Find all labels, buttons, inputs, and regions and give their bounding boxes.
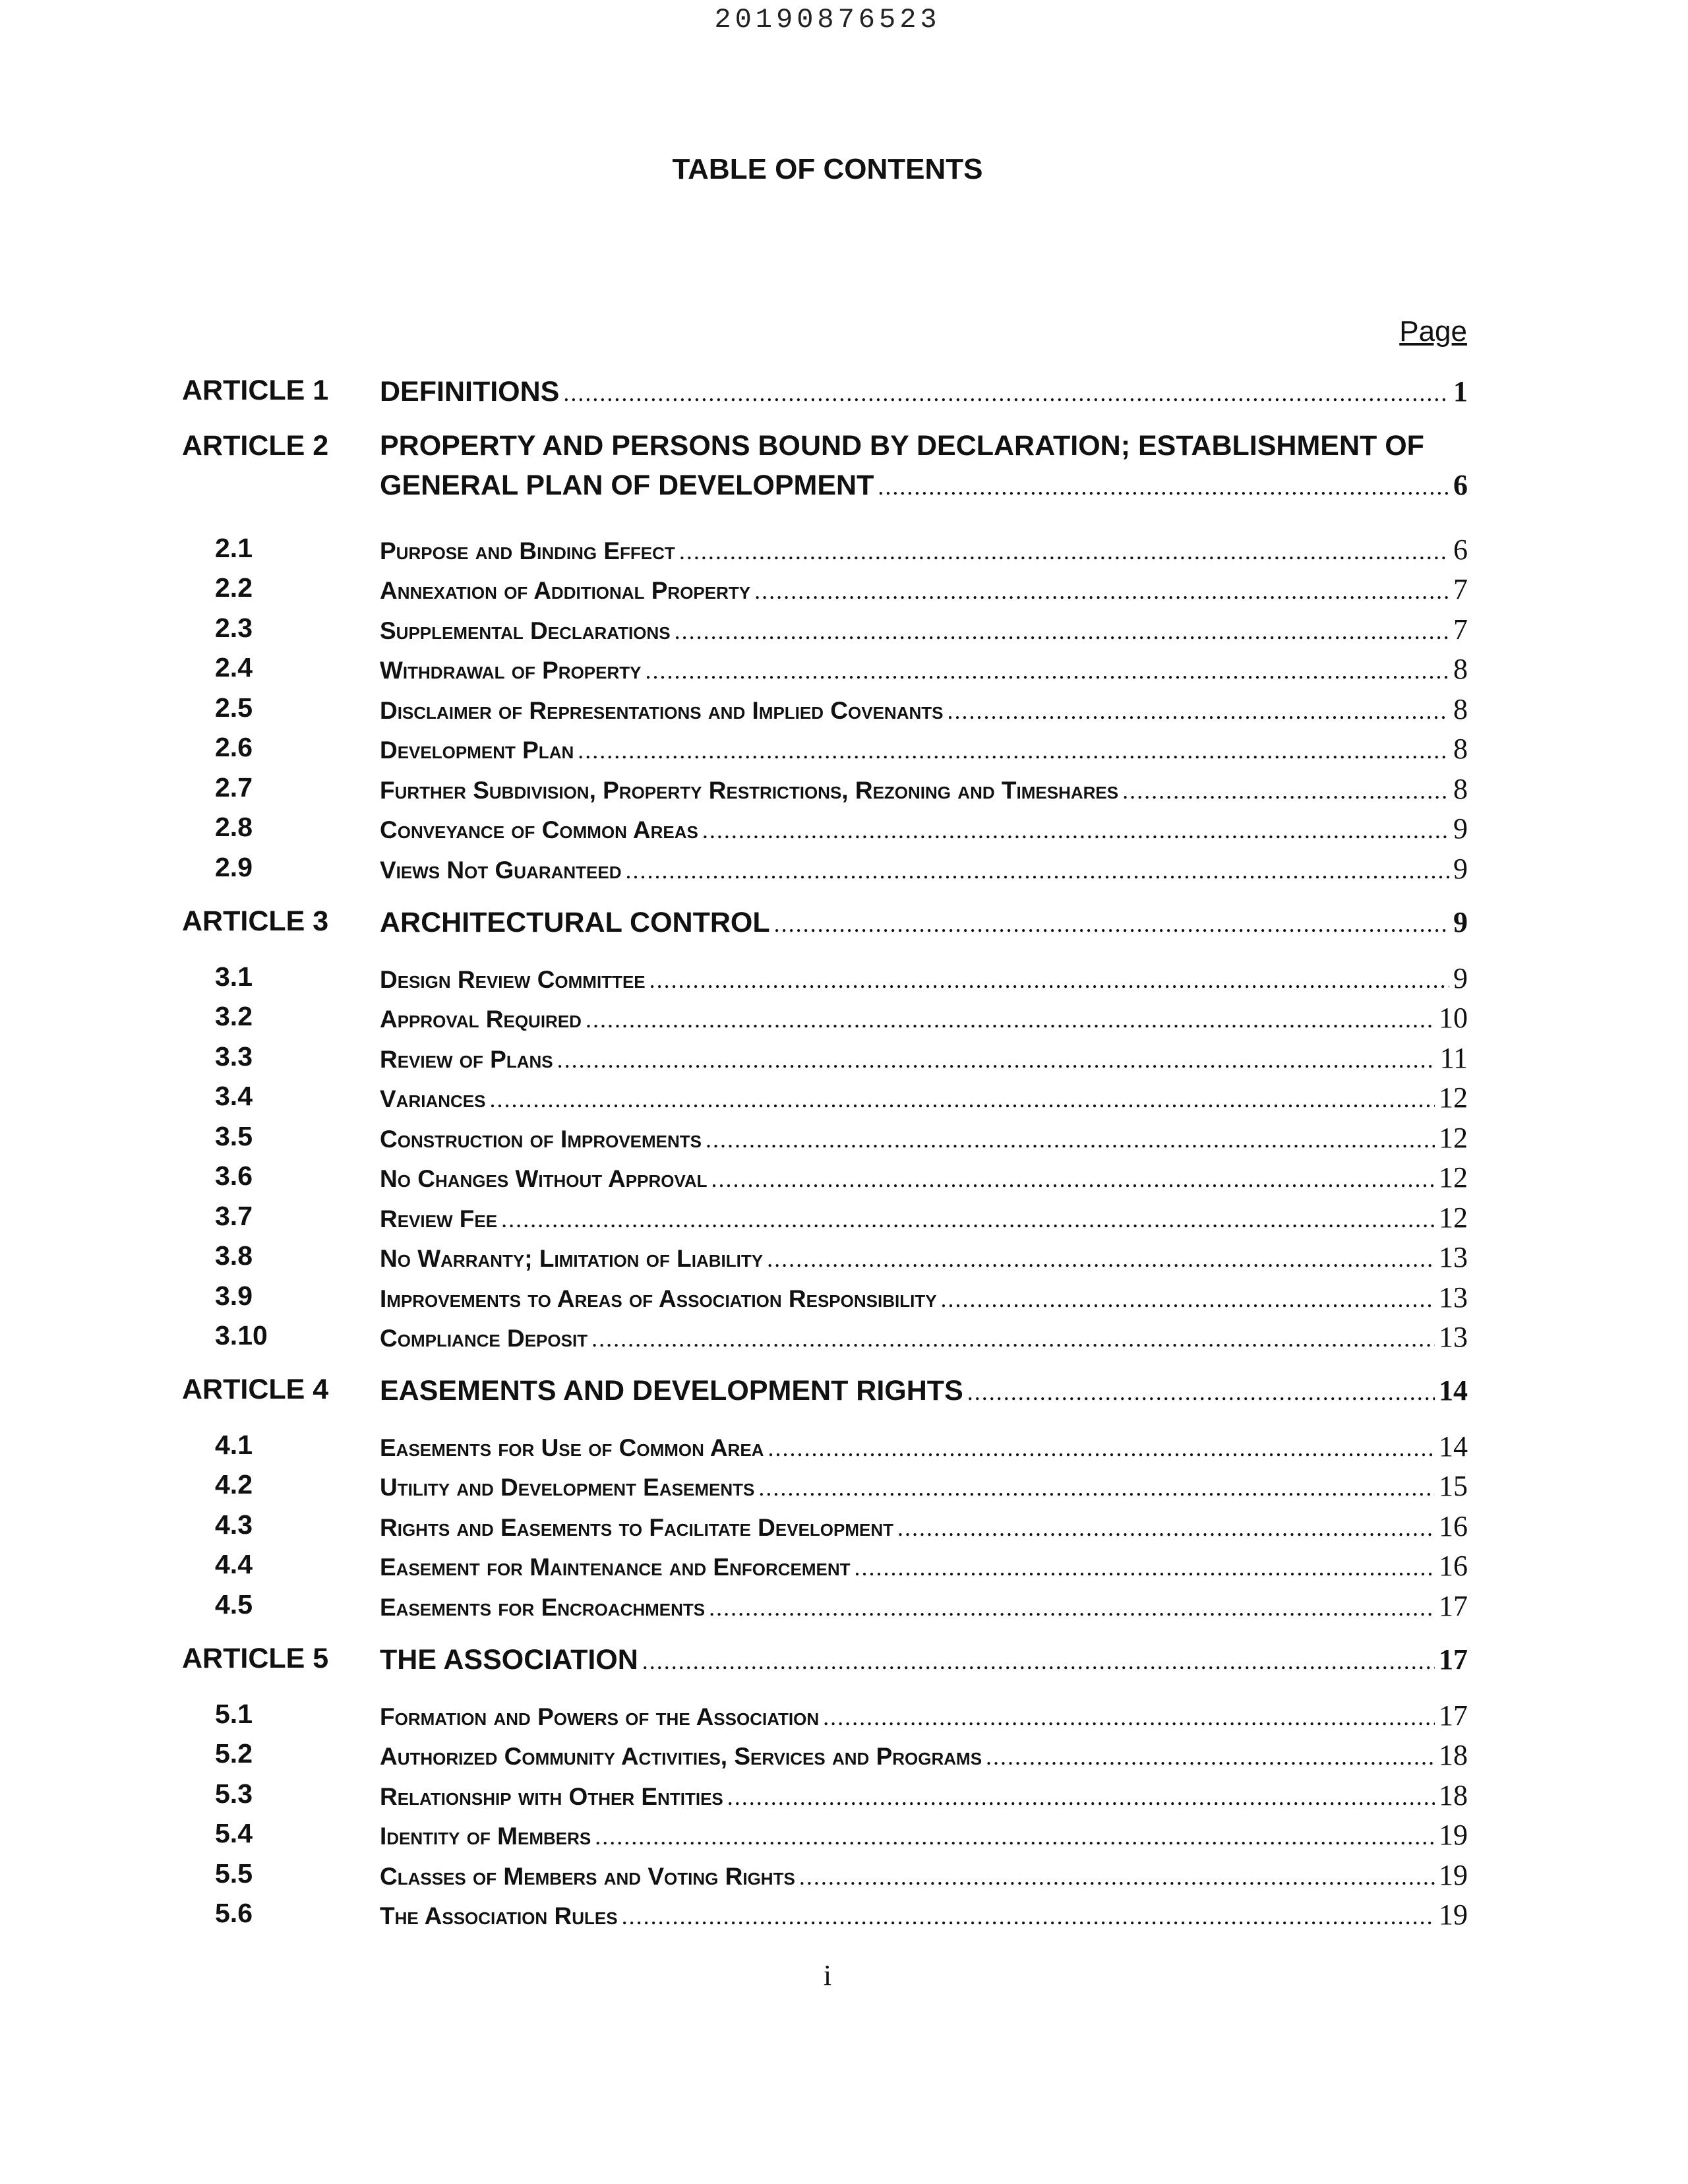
toc-entry-line xyxy=(380,1898,1468,1931)
page-title: TABLE OF CONTENTS xyxy=(672,153,983,185)
toc-entry-title: No Warranty; Limitation of Liability xyxy=(380,1245,764,1272)
toc-entry-page: 1 xyxy=(1453,375,1468,408)
toc-entry-number: 4.3 xyxy=(215,1509,253,1540)
toc-entry-number: 2.4 xyxy=(215,652,253,682)
toc-entry-title: Utility and Development Easements xyxy=(380,1474,755,1501)
toc-entry-line xyxy=(380,692,1468,726)
dot-leader xyxy=(489,1085,1435,1113)
dot-leader xyxy=(591,1325,1435,1352)
toc-entry-number: ARTICLE 4 xyxy=(182,1374,329,1405)
toc-entry-line xyxy=(380,468,1468,502)
toc-entry-number: 3.5 xyxy=(215,1121,253,1151)
toc-entry-title: ARCHITECTURAL CONTROL xyxy=(380,907,770,938)
toc-entry-line xyxy=(380,1121,1468,1155)
toc-entry-title: Approval Required xyxy=(380,1006,582,1033)
toc-entry-title: Withdrawal of Property xyxy=(380,657,642,684)
toc-entry-number: 4.5 xyxy=(215,1589,253,1620)
dot-leader xyxy=(595,1823,1435,1850)
toc-entry-line xyxy=(380,1161,1468,1194)
dot-leader xyxy=(823,1703,1435,1731)
dot-leader xyxy=(709,1594,1435,1622)
dot-leader xyxy=(642,1647,1435,1675)
toc-entry-number: 3.4 xyxy=(215,1081,253,1111)
toc-entry-page: 8 xyxy=(1453,733,1468,765)
toc-entry-line xyxy=(380,375,1468,408)
toc-entry-page: 18 xyxy=(1439,1779,1468,1811)
toc-entry-title: Purpose and Binding Effect xyxy=(380,537,675,564)
toc-entry-page: 11 xyxy=(1439,1042,1468,1074)
toc-entry-title: Construction of Improvements xyxy=(380,1126,702,1153)
toc-entry-number: 2.8 xyxy=(215,812,253,842)
toc-entry-page: 6 xyxy=(1453,533,1468,566)
toc-entry-page: 8 xyxy=(1453,653,1468,685)
document-number: 20190876523 xyxy=(714,4,941,36)
toc-entry-page: 16 xyxy=(1439,1510,1468,1542)
toc-entry-number: 3.9 xyxy=(215,1281,253,1311)
toc-entry-line xyxy=(380,961,1468,995)
dot-leader xyxy=(967,1378,1435,1406)
toc-entry-title: Views Not Guaranteed xyxy=(380,857,622,884)
toc-entry-page: 13 xyxy=(1439,1241,1468,1273)
toc-entry-page: 8 xyxy=(1453,693,1468,725)
toc-entry-title: Review of Plans xyxy=(380,1046,553,1073)
toc-entry-page: 14 xyxy=(1439,1374,1468,1407)
toc-entry-title: Annexation of Additional Property xyxy=(380,577,751,604)
toc-entry-page: 12 xyxy=(1439,1201,1468,1234)
toc-entry-number: 2.3 xyxy=(215,613,253,643)
dot-leader xyxy=(897,1514,1435,1542)
dot-leader xyxy=(768,1434,1435,1462)
dot-leader xyxy=(878,473,1449,501)
toc-entry-page: 12 xyxy=(1439,1122,1468,1154)
toc-entry-title: Compliance Deposit xyxy=(380,1325,588,1352)
toc-entry-page: 9 xyxy=(1453,812,1468,845)
dot-leader xyxy=(563,379,1449,407)
toc-entry-page: 17 xyxy=(1439,1643,1468,1676)
toc-entry-page: 17 xyxy=(1439,1699,1468,1732)
toc-entry-number: 2.5 xyxy=(215,692,253,723)
toc-entry-page: 6 xyxy=(1453,469,1468,501)
toc-entry-number: ARTICLE 1 xyxy=(182,375,329,406)
toc-entry-number: 2.1 xyxy=(215,533,253,563)
dot-leader xyxy=(767,1245,1435,1273)
toc-entry-number: 3.7 xyxy=(215,1201,253,1231)
toc-entry-number: 4.2 xyxy=(215,1469,253,1500)
dot-leader xyxy=(646,657,1450,684)
toc-entry-number: 5.2 xyxy=(215,1738,253,1769)
toc-entry-title: No Changes Without Approval xyxy=(380,1165,708,1192)
toc-entry-title: Development Plan xyxy=(380,737,574,764)
toc-entry-page: 9 xyxy=(1453,962,1468,994)
toc-entry-title: Design Review Committee xyxy=(380,966,646,993)
toc-entry-number: 3.3 xyxy=(215,1041,253,1072)
toc-entry-number: 4.4 xyxy=(215,1549,253,1579)
toc-entry-line xyxy=(380,1699,1468,1732)
toc-entry-page: 19 xyxy=(1439,1859,1468,1891)
toc-entry-line xyxy=(380,1643,1468,1676)
toc-entry-number: ARTICLE 3 xyxy=(182,905,329,937)
toc-entry-number: ARTICLE 2 xyxy=(182,430,329,462)
toc-entry-title: Further Subdivision, Property Restrictions, Rezoning and Timeshares xyxy=(380,777,1119,804)
toc-entry-page: 9 xyxy=(1453,853,1468,885)
toc-entry-title: EASEMENTS AND DEVELOPMENT RIGHTS xyxy=(380,1375,963,1407)
dot-leader xyxy=(1122,777,1449,804)
page-column-header: Page xyxy=(1399,315,1467,348)
dot-leader xyxy=(578,737,1449,764)
toc-entry-line xyxy=(380,1549,1468,1583)
toc-entry-title: Formation and Powers of the Association xyxy=(380,1703,820,1730)
toc-entry-page: 15 xyxy=(1439,1470,1468,1502)
toc-entry-title: THE ASSOCIATION xyxy=(380,1644,638,1676)
dot-leader xyxy=(774,910,1449,938)
dot-leader xyxy=(758,1474,1435,1502)
toc-entry-title-continued: GENERAL PLAN OF DEVELOPMENT xyxy=(380,470,874,501)
dot-leader xyxy=(941,1285,1435,1313)
dot-leader xyxy=(586,1006,1435,1033)
toc-entry-title: Easement for Maintenance and Enforcement xyxy=(380,1554,851,1581)
toc-entry-line xyxy=(380,1858,1468,1892)
toc-entry-title: PROPERTY AND PERSONS BOUND BY DECLARATION; ESTABLISHMENT OF xyxy=(380,430,1424,462)
toc-entry-number: 2.9 xyxy=(215,852,253,882)
toc-entry-title: Review Fee xyxy=(380,1205,498,1232)
toc-entry-title: Authorized Community Activities, Services and Programs xyxy=(380,1743,982,1770)
toc-entry-number: 2.7 xyxy=(215,772,253,803)
toc-entry-number: ARTICLE 5 xyxy=(182,1643,329,1674)
toc-entry-line xyxy=(380,1818,1468,1852)
dot-leader xyxy=(855,1554,1435,1581)
toc-entry-page: 19 xyxy=(1439,1898,1468,1931)
toc-entry-line xyxy=(380,1589,1468,1623)
toc-entry-line xyxy=(380,533,1468,566)
toc-entry-number: 3.2 xyxy=(215,1001,253,1031)
toc-entry-line xyxy=(380,1509,1468,1543)
toc-entry-number: 2.6 xyxy=(215,732,253,762)
toc-entry-page: 7 xyxy=(1453,613,1468,646)
dot-leader xyxy=(947,697,1449,725)
toc-entry-line xyxy=(380,613,1468,646)
toc-entry-line xyxy=(380,1778,1468,1812)
toc-entry-line xyxy=(380,572,1468,606)
toc-entry-line xyxy=(380,1041,1468,1075)
toc-entry-number: 3.6 xyxy=(215,1161,253,1191)
toc-entry-number: 5.6 xyxy=(215,1898,253,1928)
toc-entry-number: 5.3 xyxy=(215,1778,253,1809)
dot-leader xyxy=(986,1743,1435,1771)
toc-entry-page: 7 xyxy=(1453,573,1468,605)
toc-entry-page: 12 xyxy=(1439,1161,1468,1194)
dot-leader xyxy=(557,1046,1436,1074)
toc-entry-line xyxy=(380,1281,1468,1314)
toc-entry-line xyxy=(380,812,1468,845)
toc-entry-page: 9 xyxy=(1453,906,1468,938)
toc-entry-title: Identity of Members xyxy=(380,1823,591,1850)
toc-entry-page: 16 xyxy=(1439,1550,1468,1582)
toc-entry-title: Conveyance of Common Areas xyxy=(380,816,698,843)
toc-entry-line xyxy=(380,1201,1468,1234)
toc-entry-number: 3.1 xyxy=(215,961,253,992)
dot-leader xyxy=(727,1783,1435,1811)
toc-entry-line xyxy=(380,1081,1468,1114)
dot-leader xyxy=(626,857,1449,884)
toc-entry-line xyxy=(380,905,1468,939)
toc-entry-page: 14 xyxy=(1439,1430,1468,1463)
dot-leader xyxy=(702,816,1449,844)
toc-entry-line xyxy=(380,1374,1468,1407)
toc-entry-title: Classes of Members and Voting Rights xyxy=(380,1863,795,1890)
toc-entry-line xyxy=(380,772,1468,806)
toc-entry-line xyxy=(380,1430,1468,1463)
toc-entry-page: 19 xyxy=(1439,1819,1468,1851)
toc-entry-title: Variances xyxy=(380,1085,486,1112)
toc-entry-line xyxy=(380,852,1468,886)
toc-entry-number: 5.5 xyxy=(215,1858,253,1889)
toc-entry-title: Easements for Encroachments xyxy=(380,1594,706,1621)
toc-entry-number: 5.4 xyxy=(215,1818,253,1848)
dot-leader xyxy=(799,1863,1435,1891)
toc-entry-page: 17 xyxy=(1439,1590,1468,1622)
toc-entry-line xyxy=(380,1469,1468,1503)
toc-entry-number: 2.2 xyxy=(215,572,253,603)
toc-entry-title: Rights and Easements to Facilitate Development xyxy=(380,1514,894,1541)
toc-entry-title: Easements for Use of Common Area xyxy=(380,1434,764,1461)
dot-leader xyxy=(711,1165,1435,1193)
dot-leader xyxy=(675,617,1449,645)
toc-entry-number: 4.1 xyxy=(215,1430,253,1460)
dot-leader xyxy=(649,966,1449,994)
dot-leader xyxy=(501,1205,1435,1233)
toc-entry-page: 12 xyxy=(1439,1081,1468,1114)
toc-entry-line xyxy=(380,652,1468,686)
toc-entry-title: Supplemental Declarations xyxy=(380,617,671,644)
toc-entry-title: Relationship with Other Entities xyxy=(380,1783,723,1810)
toc-entry-line xyxy=(380,732,1468,766)
toc-entry-title: The Association Rules xyxy=(380,1902,618,1929)
toc-entry-line xyxy=(380,1240,1468,1274)
dot-leader xyxy=(679,537,1449,565)
toc-entry-title: Improvements to Areas of Association Responsibility xyxy=(380,1285,937,1312)
toc-entry-page: 18 xyxy=(1439,1739,1468,1771)
toc-entry-number: 5.1 xyxy=(215,1699,253,1729)
toc-entry-title: DEFINITIONS xyxy=(380,376,560,408)
toc-entry-page: 10 xyxy=(1439,1002,1468,1034)
toc-entry-line xyxy=(380,1738,1468,1772)
toc-entry-page: 13 xyxy=(1439,1321,1468,1353)
toc-entry-page: 13 xyxy=(1439,1281,1468,1314)
page-number-footer: i xyxy=(823,1959,832,1991)
dot-leader xyxy=(706,1126,1435,1153)
toc-entry-title: Disclaimer of Representations and Implied Covenants xyxy=(380,697,944,724)
toc-entry-number: 3.10 xyxy=(215,1320,268,1350)
toc-entry-line xyxy=(380,1320,1468,1354)
dot-leader xyxy=(622,1902,1435,1930)
toc-entry-line xyxy=(380,1001,1468,1035)
dot-leader xyxy=(754,577,1449,605)
toc-entry-page: 8 xyxy=(1453,773,1468,805)
toc-entry-number: 3.8 xyxy=(215,1240,253,1271)
